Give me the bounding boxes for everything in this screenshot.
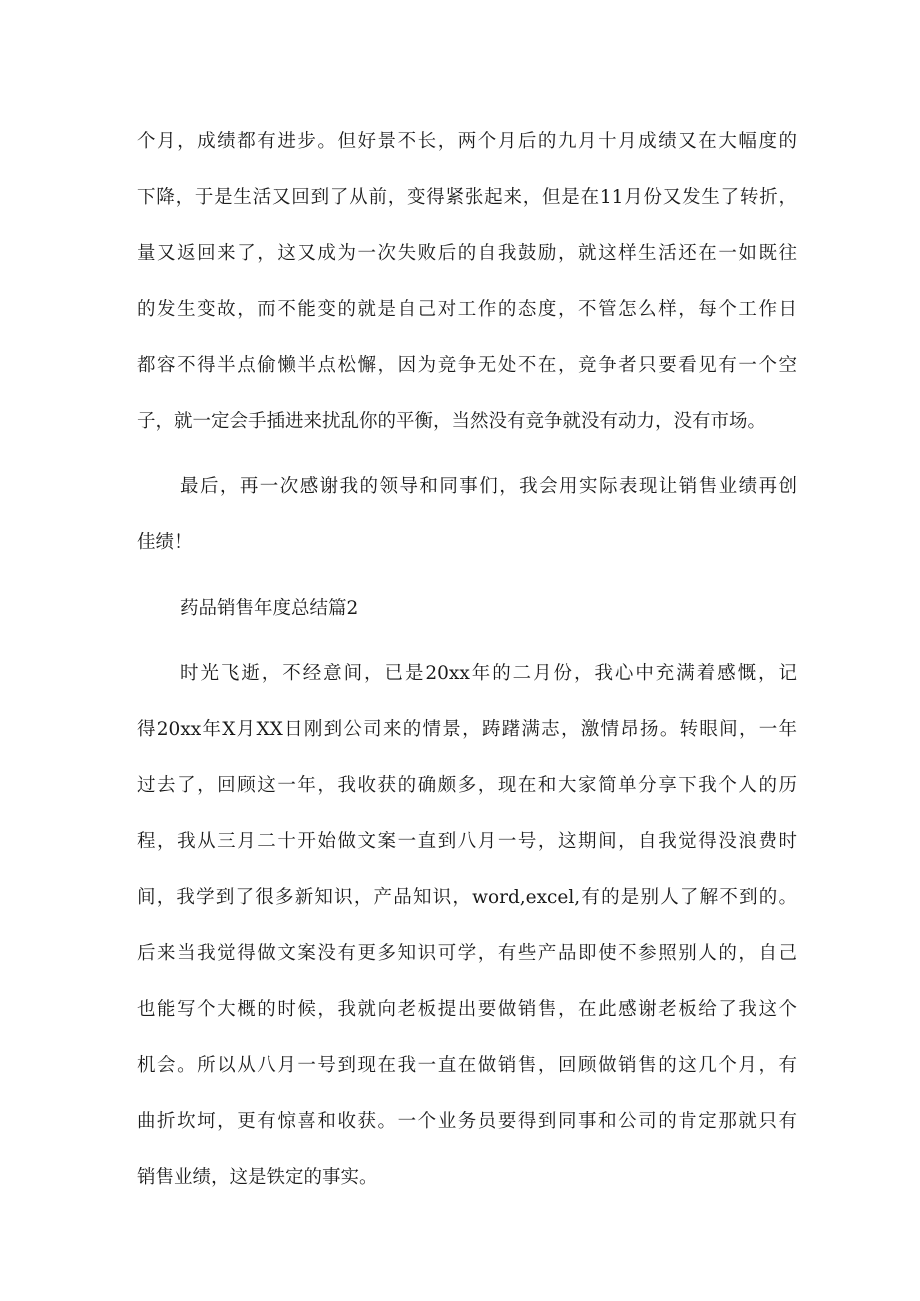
paragraph-1-line-3: 量又返回来了，这又成为一次失败后的自我鼓励，就这样生活还在一如既往 [137,243,797,264]
paragraph-1-line-6: 子，就一定会手插进来扰乱你的平衡，当然没有竞争就没有动力，没有市场。 [137,411,767,432]
paragraph-3-line-8: 机会。所以从八月一号到现在我一直在做销售，回顾做销售的这几个月，有 [137,1055,797,1076]
paragraph-3-line-2: 得20xx年X月XX日刚到公司来的情景，踌躇满志，激情昂扬。转眼间，一年 [137,719,797,740]
paragraph-2-line-2: 佳绩！ [137,532,193,553]
paragraph-1-line-4: 的发生变故，而不能变的就是自己对工作的态度，不管怎么样，每个工作日 [137,299,797,320]
paragraph-3-line-6: 后来当我觉得做文案没有更多知识可学，有些产品即使不参照别人的，自己 [137,943,797,964]
paragraph-3-line-9: 曲折坎坷，更有惊喜和收获。一个业务员要得到同事和公司的肯定那就只有 [137,1111,797,1132]
section-heading: 药品销售年度总结篇2 [180,598,359,619]
paragraph-3-line-5: 间，我学到了很多新知识，产品知识，word,excel,有的是别人了解不到的。 [137,887,797,908]
paragraph-1-line-5: 都容不得半点偷懒半点松懈，因为竞争无处不在，竞争者只要看见有一个空 [137,355,797,376]
paragraph-2-line-1: 最后，再一次感谢我的领导和同事们，我会用实际表现让销售业绩再创 [180,476,797,497]
paragraph-3-line-3: 过去了，回顾这一年，我收获的确颇多，现在和大家简单分享下我个人的历 [137,775,797,796]
paragraph-3-line-4: 程，我从三月二十开始做文案一直到八月一号，这期间，自我觉得没浪费时 [137,831,797,852]
paragraph-1-line-1: 个月，成绩都有进步。但好景不长，两个月后的九月十月成绩又在大幅度的 [137,131,797,152]
paragraph-3-line-7: 也能写个大概的时候，我就向老板提出要做销售，在此感谢老板给了我这个 [137,999,797,1020]
paragraph-3-line-10: 销售业绩，这是铁定的事实。 [137,1167,378,1188]
paragraph-1-line-2: 下降，于是生活又回到了从前，变得紧张起来，但是在11月份又发生了转折， [137,187,797,208]
paragraph-3-line-1: 时光飞逝，不经意间，已是20xx年的二月份，我心中充满着感慨，记 [180,663,797,684]
